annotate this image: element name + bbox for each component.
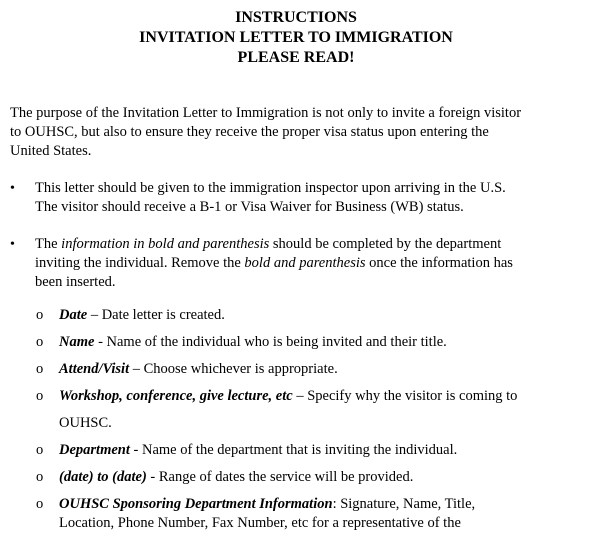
list-item-line bbox=[59, 333, 584, 352]
bullet-dot: • bbox=[10, 237, 15, 252]
bullet-line: been inserted. bbox=[35, 274, 116, 290]
sub-bullet-marker: o bbox=[36, 388, 44, 404]
list-item-text bbox=[59, 360, 584, 379]
list-item-desc: - Name of the department that is inviting the individual. bbox=[129, 442, 458, 458]
text-run: The bbox=[35, 236, 62, 252]
list-item-term: Name bbox=[59, 334, 95, 350]
list-item-desc: – Choose whichever is appropriate. bbox=[129, 361, 338, 377]
intro-line: to OUHSC, but also to ensure they receive the proper visa status upon entering the bbox=[10, 124, 489, 140]
list-item-line bbox=[59, 387, 584, 406]
sub-bullet-marker: o bbox=[36, 334, 44, 350]
list-item-text bbox=[59, 306, 584, 325]
list-item-desc: : Signature, Name, Title, bbox=[332, 496, 476, 512]
list-item-text bbox=[59, 441, 584, 460]
list-item-line: Location, Phone Number, Fax Number, etc for a representative of the bbox=[59, 515, 461, 531]
document-heading bbox=[0, 8, 592, 68]
list-item-term: Department bbox=[59, 442, 130, 458]
sub-bullet-marker: o bbox=[36, 496, 44, 512]
heading-line-instructions: INSTRUCTIONS bbox=[235, 9, 357, 26]
sub-bullet-marker: o bbox=[36, 307, 44, 323]
text-run: inviting the individual. Remove the bbox=[35, 255, 245, 271]
list-item-text bbox=[59, 468, 584, 487]
bullet-dot: • bbox=[10, 181, 15, 196]
sub-bullet-marker: o bbox=[36, 469, 44, 485]
list-item-desc: – Specify why the visitor is coming to bbox=[292, 388, 518, 404]
list-item-line bbox=[59, 441, 584, 460]
italic-text-run: bold and parenthesis bbox=[244, 255, 366, 271]
intro-paragraph bbox=[10, 104, 585, 161]
bullet-line bbox=[35, 254, 580, 273]
heading-line-title: INVITATION LETTER TO IMMIGRATION bbox=[139, 29, 453, 46]
list-item-term: (date) to (date) bbox=[59, 469, 147, 485]
list-item-text bbox=[59, 333, 584, 352]
list-item-desc: – Date letter is created. bbox=[87, 307, 225, 323]
list-item-term: OUHSC Sponsoring Department Information bbox=[59, 496, 333, 512]
list-item-line bbox=[59, 468, 584, 487]
bullet-text bbox=[35, 179, 580, 217]
bullet-line: The visitor should receive a B-1 or Visa Waiver for Business (WB) status. bbox=[35, 199, 464, 215]
heading-line-please-read: PLEASE READ! bbox=[237, 49, 355, 66]
list-item-desc: - Name of the individual who is being invited and their title. bbox=[94, 334, 447, 350]
intro-line: United States. bbox=[10, 143, 92, 159]
intro-line: The purpose of the Invitation Letter to Immigration is not only to invite a foreign visitor bbox=[10, 105, 522, 121]
list-item-line bbox=[59, 360, 584, 379]
list-item-text bbox=[59, 387, 584, 433]
bullet-line: This letter should be given to the immigration inspector upon arriving in the U.S. bbox=[35, 180, 506, 196]
text-run: once the information has bbox=[365, 255, 513, 271]
list-item-text bbox=[59, 495, 584, 533]
sub-bullet-marker: o bbox=[36, 442, 44, 458]
list-item-term: Attend/Visit bbox=[59, 361, 130, 377]
list-item-term: Workshop, conference, give lecture, etc bbox=[59, 388, 293, 404]
list-item-term: Date bbox=[59, 307, 88, 323]
list-item-desc: - Range of dates the service will be provided. bbox=[146, 469, 414, 485]
text-run: should be completed by the department bbox=[269, 236, 502, 252]
list-item-line: OUHSC. bbox=[59, 415, 112, 431]
sub-bullet-marker: o bbox=[36, 361, 44, 377]
list-item-line bbox=[59, 495, 584, 514]
bullet-line bbox=[35, 235, 580, 254]
bullet-text bbox=[35, 235, 580, 292]
italic-text-run: information in bold and parenthesis bbox=[61, 236, 270, 252]
list-item-line bbox=[59, 306, 584, 325]
